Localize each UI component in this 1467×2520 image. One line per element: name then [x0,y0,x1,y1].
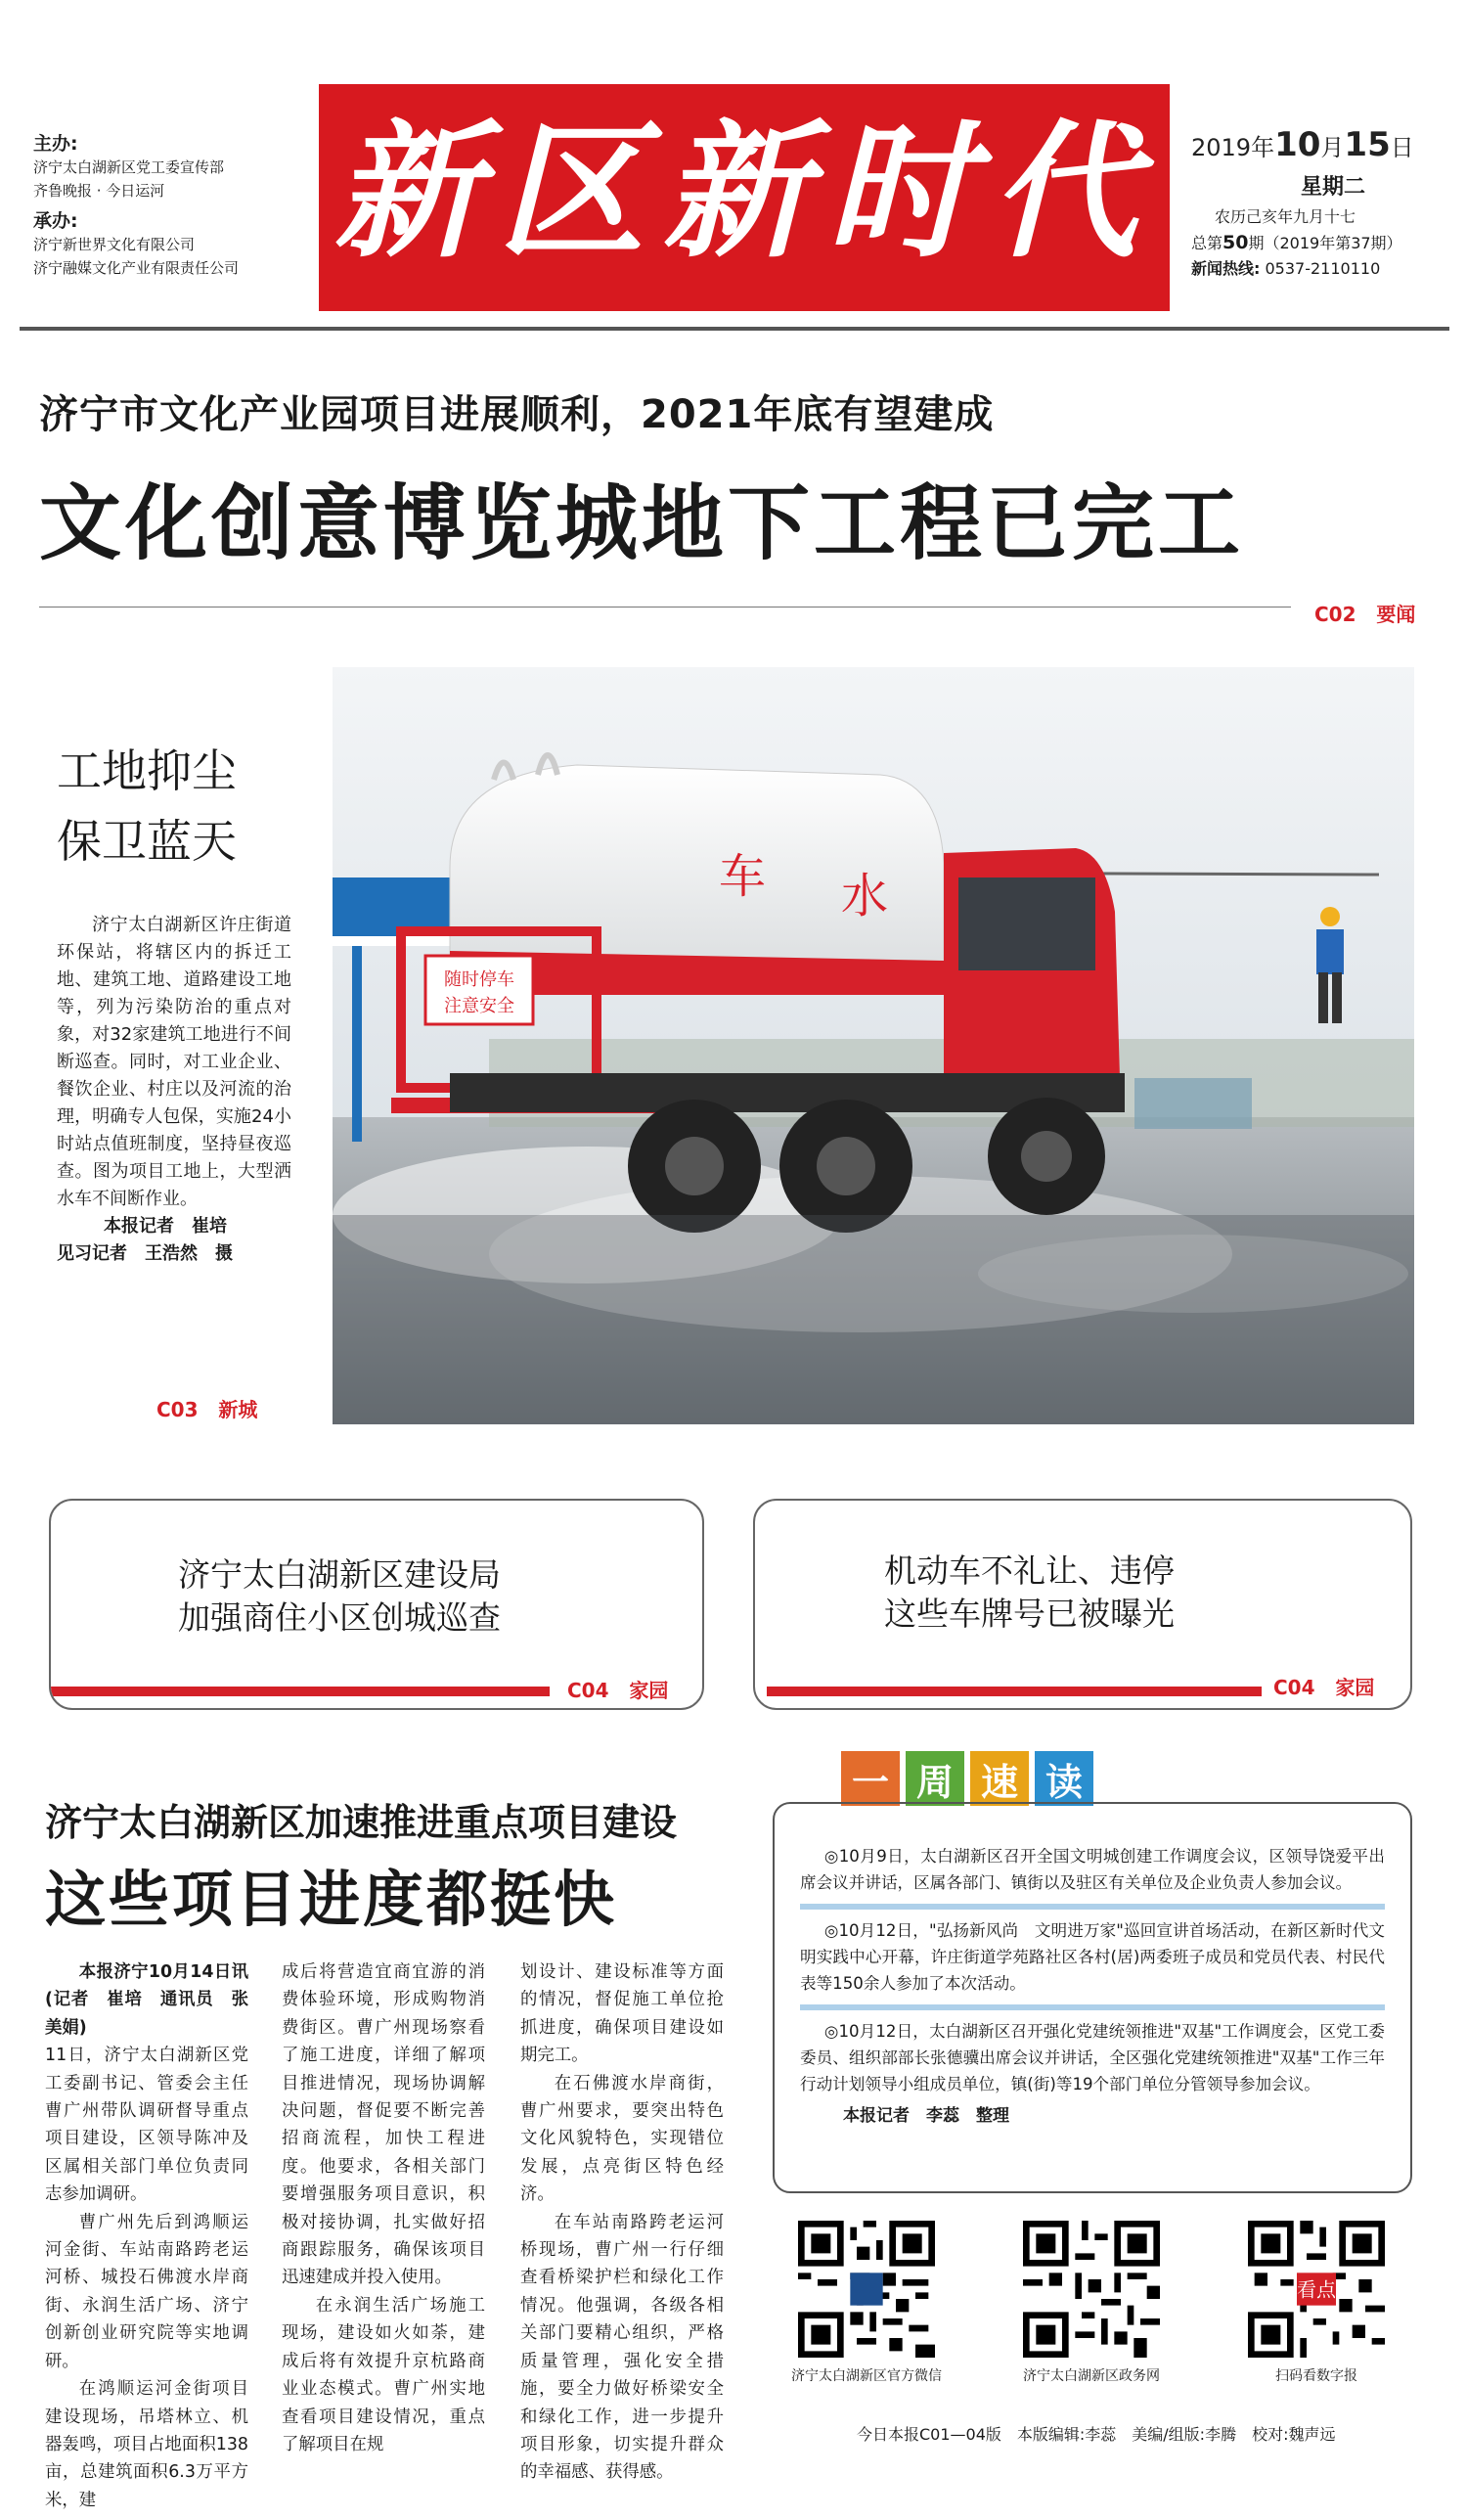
issue-date: 2019年10月15日 [1191,125,1414,164]
lunar-date: 农历己亥年九月十七 [1215,207,1356,226]
article-paragraph: 成后将营造宜商宜游的消费体验环境，形成购物消费街区。曹广州现场察看了施工进度，详细了解项目推进情况，现场协调解决问题，督促要不断完善招商流程，加快工程进度。他要求，各相关部门要增强服务项目意识，积极对接协调，扎实做好招商跟踪服务，确保该项目迅速建成并投入使用。 [282,1962,485,2288]
photo-body: 济宁太白湖新区许庄街道环保站，将辖区内的拆迁工地、建筑工地、道路建设工地等，列为污染防治的重点对象，对32家建筑工地进行不间断巡查。同时，对工业企业、餐饮企业、村庄以及河流的治理，明确专人包保，实施24小时站点值班制度，坚持昼夜巡查。图为项目工地上，大型洒水车不间断作业。 [57,915,291,1209]
lead-kicker: 济宁市文化产业园项目进展顺利，2021年底有望建成 [39,392,995,437]
article-paragraph: 曹广州先后到鸿顺运河金街、车站南路跨老运河桥、城投石佛渡水岸商街、永润生活广场、济宁创新创业研究院等实地调研。 [45,2212,248,2371]
article-column [45,1958,248,2514]
masthead-rule [20,327,1449,331]
article-headline: 这些项目进度都挺快 [45,1864,618,1935]
sponsor-line: 济宁太白湖新区党工委宣传部 [33,158,225,176]
article-paragraph: 划设计、建设标准等方面的情况，督促施工单位抢抓进度，确保项目建设如期完工。 [520,1962,724,2066]
truck-lettering: 水 [841,869,889,923]
page-footer: 今日本报C01—04版 本版编辑:李蕊 美编/组版:李腾 校对:魏声远 [857,2425,1336,2444]
issue-number: 总第50期（2019年第37期） [1191,232,1402,253]
article-kicker: 济宁太白湖新区加速推进重点项目建设 [45,1801,678,1844]
article-column [282,1958,485,2458]
teaser-title-line: 济宁太白湖新区建设局 [178,1555,501,1594]
teaser-title-line: 机动车不礼让、违停 [884,1552,1175,1590]
qr-code-icon [1248,2221,1385,2358]
article-column [520,1958,724,2487]
weekly-title-char: 读 [1035,1751,1093,1806]
article-paragraph: 11日，济宁太白湖新区党工委副书记、管委会主任曹广州带队调研督导重点项目建设，区领导陈冲及区属相关部门单位负责同志参加调研。 [45,2046,248,2205]
weekly-title-char: 周 [906,1751,964,1806]
sponsor-line: 齐鲁晚报 · 今日运河 [33,182,165,200]
weekly-item: ◎10月12日，太白湖新区召开强化党建统领推进"双基"工作调度会，区党工委委员、组织部部长张德骥出席会议并讲话，全区强化党建统领推进"双基"工作三年行动计划领导小组成员单位，镇(街)等19个部门单位分管领导参加会议。 [800,2022,1385,2093]
weekly-separator [800,1904,1385,1910]
photo-credit: 本报记者 崔培 [104,1216,227,1237]
masthead-left [33,129,317,280]
hotline: 新闻热线: 0537-2110110 [1191,259,1381,278]
qr-caption: 扫码看数字报 [1275,2368,1357,2384]
lead-rule [39,607,1291,608]
truck-sign: 注意安全 [444,996,514,1016]
qr-logo-label: 看点 [1297,2277,1336,2302]
qr-code-icon [1023,2221,1160,2358]
organizer-label: 承办: [33,210,78,232]
article-paragraph: 在车站南路跨老运河桥现场，曹广州一行仔细查看桥梁护栏和绿化工作情况。他强调，各级各相关部门要精心组织，严格质量管理，强化安全措施，要全力做好桥梁安全和绿化工作，进一步提升项目形象，切实提升群众的幸福感、获得感。 [520,2212,724,2483]
water-truck-photo [333,667,1414,1424]
qr-code-icon [798,2221,935,2358]
teaser-bar [51,1687,550,1696]
photo-title-line: 工地抑尘 [57,744,237,797]
photo-page-ref[interactable]: C03 新城 [156,1398,258,1421]
teaser-title-line: 加强商住小区创城巡查 [178,1598,501,1637]
teaser-box-left[interactable] [49,1499,704,1710]
photo-illustration [333,667,1414,1424]
qr-digital-paper[interactable] [1238,2221,1395,2385]
teaser-page-ref[interactable]: C04 家园 [1273,1676,1375,1699]
organizer-line: 济宁融媒文化产业有限责任公司 [33,259,240,277]
weekly-credit: 本报记者 李蕊 整理 [843,2106,1009,2126]
masthead-right [1191,125,1455,282]
lead-page-ref[interactable]: C02 要闻 [1314,603,1416,626]
teaser-page-ref[interactable]: C04 家园 [567,1679,669,1702]
weekday: 星期二 [1301,175,1366,200]
weekly-title-char: 一 [841,1751,900,1806]
article-paragraph: 在鸿顺运河金街项目建设现场，吊塔林立、机器轰鸣，项目占地面积138亩，总建筑面积6.3万平方米，建 [45,2379,248,2510]
weekly-brief [773,1802,1412,2193]
lead-headline: 文化创意博览城地下工程已完工 [39,475,1245,571]
qr-block [773,2221,1447,2387]
qr-wechat[interactable] [788,2221,945,2385]
photo-title-line: 保卫蓝天 [57,815,237,868]
truck-sign: 随时停车 [444,969,514,990]
photo-caption [57,736,291,1268]
weekly-item: ◎10月12日，"弘扬新风尚 文明进万家"巡回宣讲首场活动，在新区新时代文明实践中心开幕，许庄街道学苑路社区各村(居)两委班子成员和党员代表、村民代表等150余人参加了本次活动。 [800,1921,1385,1993]
weekly-separator [800,2004,1385,2010]
article-byline: 本报济宁10月14日讯(记者 崔培 通讯员 张美娟) [45,1962,248,2038]
photo-credit: 见习记者 王浩然 摄 [57,1243,233,1264]
newspaper-title: 新区新时代 [333,106,1155,278]
weekly-title-char: 速 [970,1751,1029,1806]
organizer-line: 济宁新世界文化有限公司 [33,236,196,253]
qr-caption: 济宁太白湖新区官方微信 [791,2368,942,2384]
weekly-title [841,1751,1099,1806]
sponsor-label: 主办: [33,133,78,155]
teaser-box-right[interactable] [753,1499,1412,1710]
masthead-logo [319,84,1170,311]
qr-gov-site[interactable] [1013,2221,1170,2385]
teaser-title-line: 这些车牌号已被曝光 [884,1595,1175,1633]
qr-caption: 济宁太白湖新区政务网 [1023,2368,1160,2384]
weekly-item: ◎10月9日，太白湖新区召开全国文明城创建工作调度会议，区领导饶爱平出席会议并讲话，区属各部门、镇街以及驻区有关单位及企业负责人参加会议。 [800,1847,1385,1892]
article-paragraph: 在石佛渡水岸商街，曹广州要求，要突出特色文化风貌特色，实现错位发展，点亮街区特色经济。 [520,2073,724,2205]
truck-lettering: 车 [719,849,767,904]
teaser-bar [767,1687,1262,1696]
article-paragraph: 在永润生活广场施工现场，建设如火如荼，建成后将有效提升京杭路商业业态模式。曹广州实地查看项目建设情况，重点了解项目在规 [282,2295,485,2454]
